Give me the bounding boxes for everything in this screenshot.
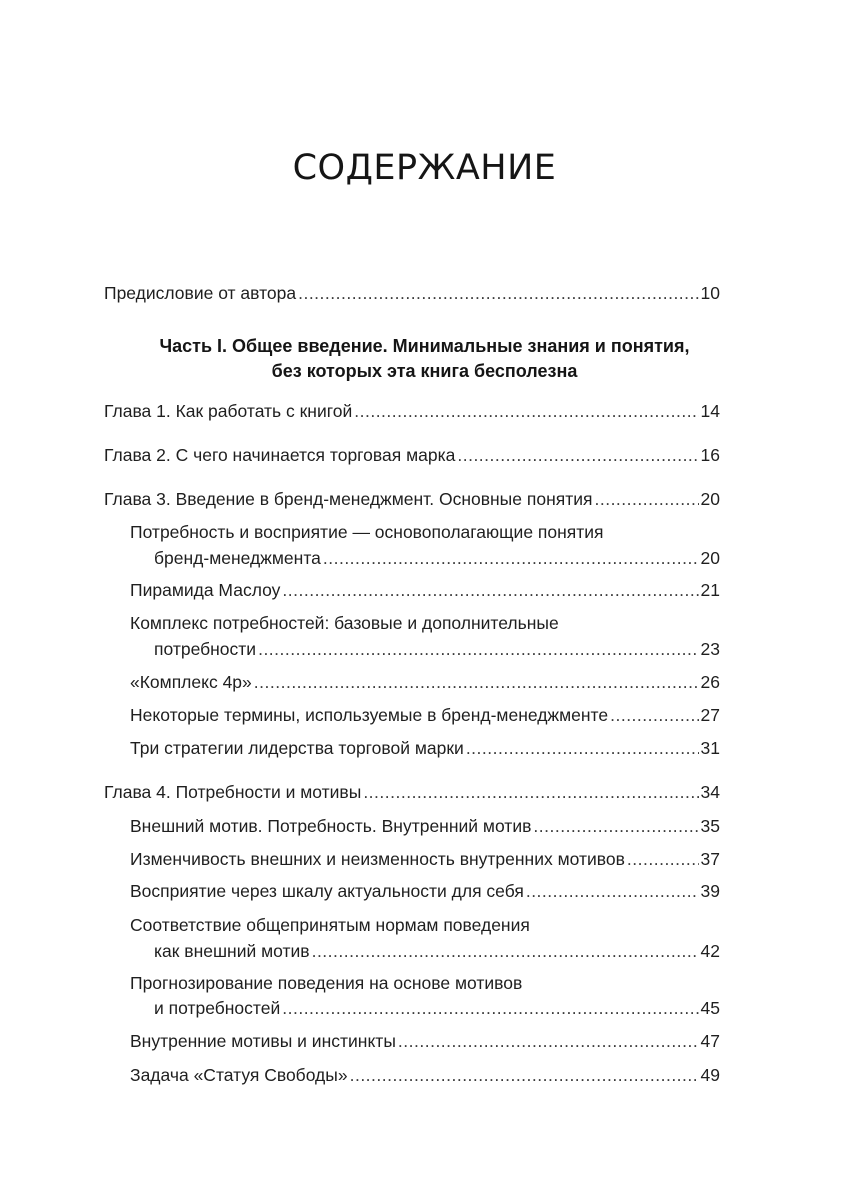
toc-entry-chapter-3 — [104, 488, 720, 510]
toc-entry-text: Глава 4. Потребности и мотивы — [104, 782, 362, 802]
toc-subentry-3-5 — [130, 704, 720, 726]
toc-subentry-4-3 — [130, 880, 720, 902]
toc-subentry-text: Прогнозирование поведения на основе мотивов — [130, 973, 523, 993]
dot-leader — [610, 704, 698, 726]
dot-leader — [282, 997, 698, 1019]
toc-subentry-3-3 — [154, 638, 720, 660]
dot-leader — [312, 940, 699, 962]
toc-subentry-3-1 — [154, 547, 720, 569]
dot-leader — [627, 848, 699, 870]
dot-leader — [258, 638, 698, 660]
toc-entry-text: Предисловие от автора — [104, 283, 297, 303]
dot-leader — [298, 282, 698, 304]
toc-page-number: 14 — [700, 401, 720, 421]
dot-leader — [533, 815, 698, 837]
toc-subentry-text: Потребность и восприятие — основополагающие понятия — [130, 522, 604, 542]
dot-leader — [354, 400, 698, 422]
toc-entry-text: «Комплекс 4р» — [130, 672, 252, 692]
toc-subentry-4-1 — [130, 815, 720, 837]
toc-page-number: 10 — [700, 283, 720, 303]
toc-subentry-text: Комплекс потребностей: базовые и дополнительные — [130, 613, 559, 633]
toc-page-number: 16 — [700, 445, 720, 465]
dot-leader — [363, 781, 698, 803]
toc-entry-text: Изменчивость внешних и неизменность внутренних мотивов — [130, 849, 625, 869]
dot-leader — [350, 1064, 699, 1086]
toc-entry-text: Три стратегии лидерства торговой марки — [130, 738, 464, 758]
dot-leader — [457, 444, 698, 466]
toc-page-number: 21 — [700, 580, 720, 600]
toc-entry-text: потребности — [154, 639, 257, 659]
toc-page-number: 26 — [700, 672, 720, 692]
toc-page-number: 37 — [700, 849, 720, 869]
toc-subentry-4-4 — [154, 940, 720, 962]
toc-page-number: 42 — [700, 941, 720, 961]
toc-subentry-4-2 — [130, 848, 720, 870]
toc-page-number: 23 — [700, 639, 720, 659]
toc-page-number: 31 — [700, 738, 720, 758]
toc-entry-text: как внешний мотив — [154, 941, 310, 961]
toc-entry-text: и потребностей — [154, 998, 281, 1018]
toc-subentry-4-7 — [130, 1064, 720, 1086]
dot-leader — [466, 737, 699, 759]
toc-page-number: 27 — [700, 705, 720, 725]
toc-subentry-4-5 — [154, 997, 720, 1019]
toc-page-number: 20 — [700, 548, 720, 568]
toc-subentry-text: Соответствие общепринятым нормам поведения — [130, 915, 530, 935]
toc-entry-text: Глава 1. Как работать с книгой — [104, 401, 353, 421]
toc-subentry-3-4 — [130, 671, 720, 693]
toc-page-number: 39 — [700, 881, 720, 901]
toc-entry-text: Пирамида Маслоу — [130, 580, 281, 600]
toc-page-number: 35 — [700, 816, 720, 836]
toc-entry-chapter-4 — [104, 781, 720, 803]
toc-subentry-4-6 — [130, 1030, 720, 1052]
dot-leader — [398, 1030, 699, 1052]
dot-leader — [282, 579, 698, 601]
toc-entry-text: Внутренние мотивы и инстинкты — [130, 1031, 396, 1051]
toc-page-number: 45 — [700, 998, 720, 1018]
toc-entry-text: Внешний мотив. Потребность. Внутренний мотив — [130, 816, 532, 836]
toc-entry-preface — [104, 282, 720, 304]
toc-entry-chapter-1 — [104, 400, 720, 422]
dot-leader — [526, 880, 699, 902]
toc-entry-text: Восприятие через шкалу актуальности для себя — [130, 881, 524, 901]
dot-leader — [254, 671, 699, 693]
part-heading-line-1: Часть I. Общее введение. Минимальные знания и понятия, — [159, 336, 690, 356]
toc-subentry-3-2 — [130, 579, 720, 601]
toc-page-number: 20 — [700, 489, 720, 509]
toc-entry-text: Глава 3. Введение в бренд-менеджмент. Основные понятия — [104, 489, 593, 509]
toc-subentry-3-6 — [130, 737, 720, 759]
toc-entry-text: бренд-менеджмента — [154, 548, 321, 568]
page-title: СОДЕРЖАНИЕ — [292, 148, 557, 188]
toc-page-number: 49 — [700, 1065, 720, 1085]
part-heading-line-2: без которых эта книга бесполезна — [271, 361, 578, 381]
toc-page-number: 34 — [700, 782, 720, 802]
toc-page-number: 47 — [700, 1031, 720, 1051]
toc-entry-chapter-2 — [104, 444, 720, 466]
toc-entry-text: Некоторые термины, используемые в бренд-менеджменте — [130, 705, 609, 725]
toc-entry-text: Глава 2. С чего начинается торговая марка — [104, 445, 456, 465]
dot-leader — [323, 547, 699, 569]
dot-leader — [594, 488, 698, 510]
toc-entry-text: Задача «Статуя Свободы» — [130, 1065, 348, 1085]
